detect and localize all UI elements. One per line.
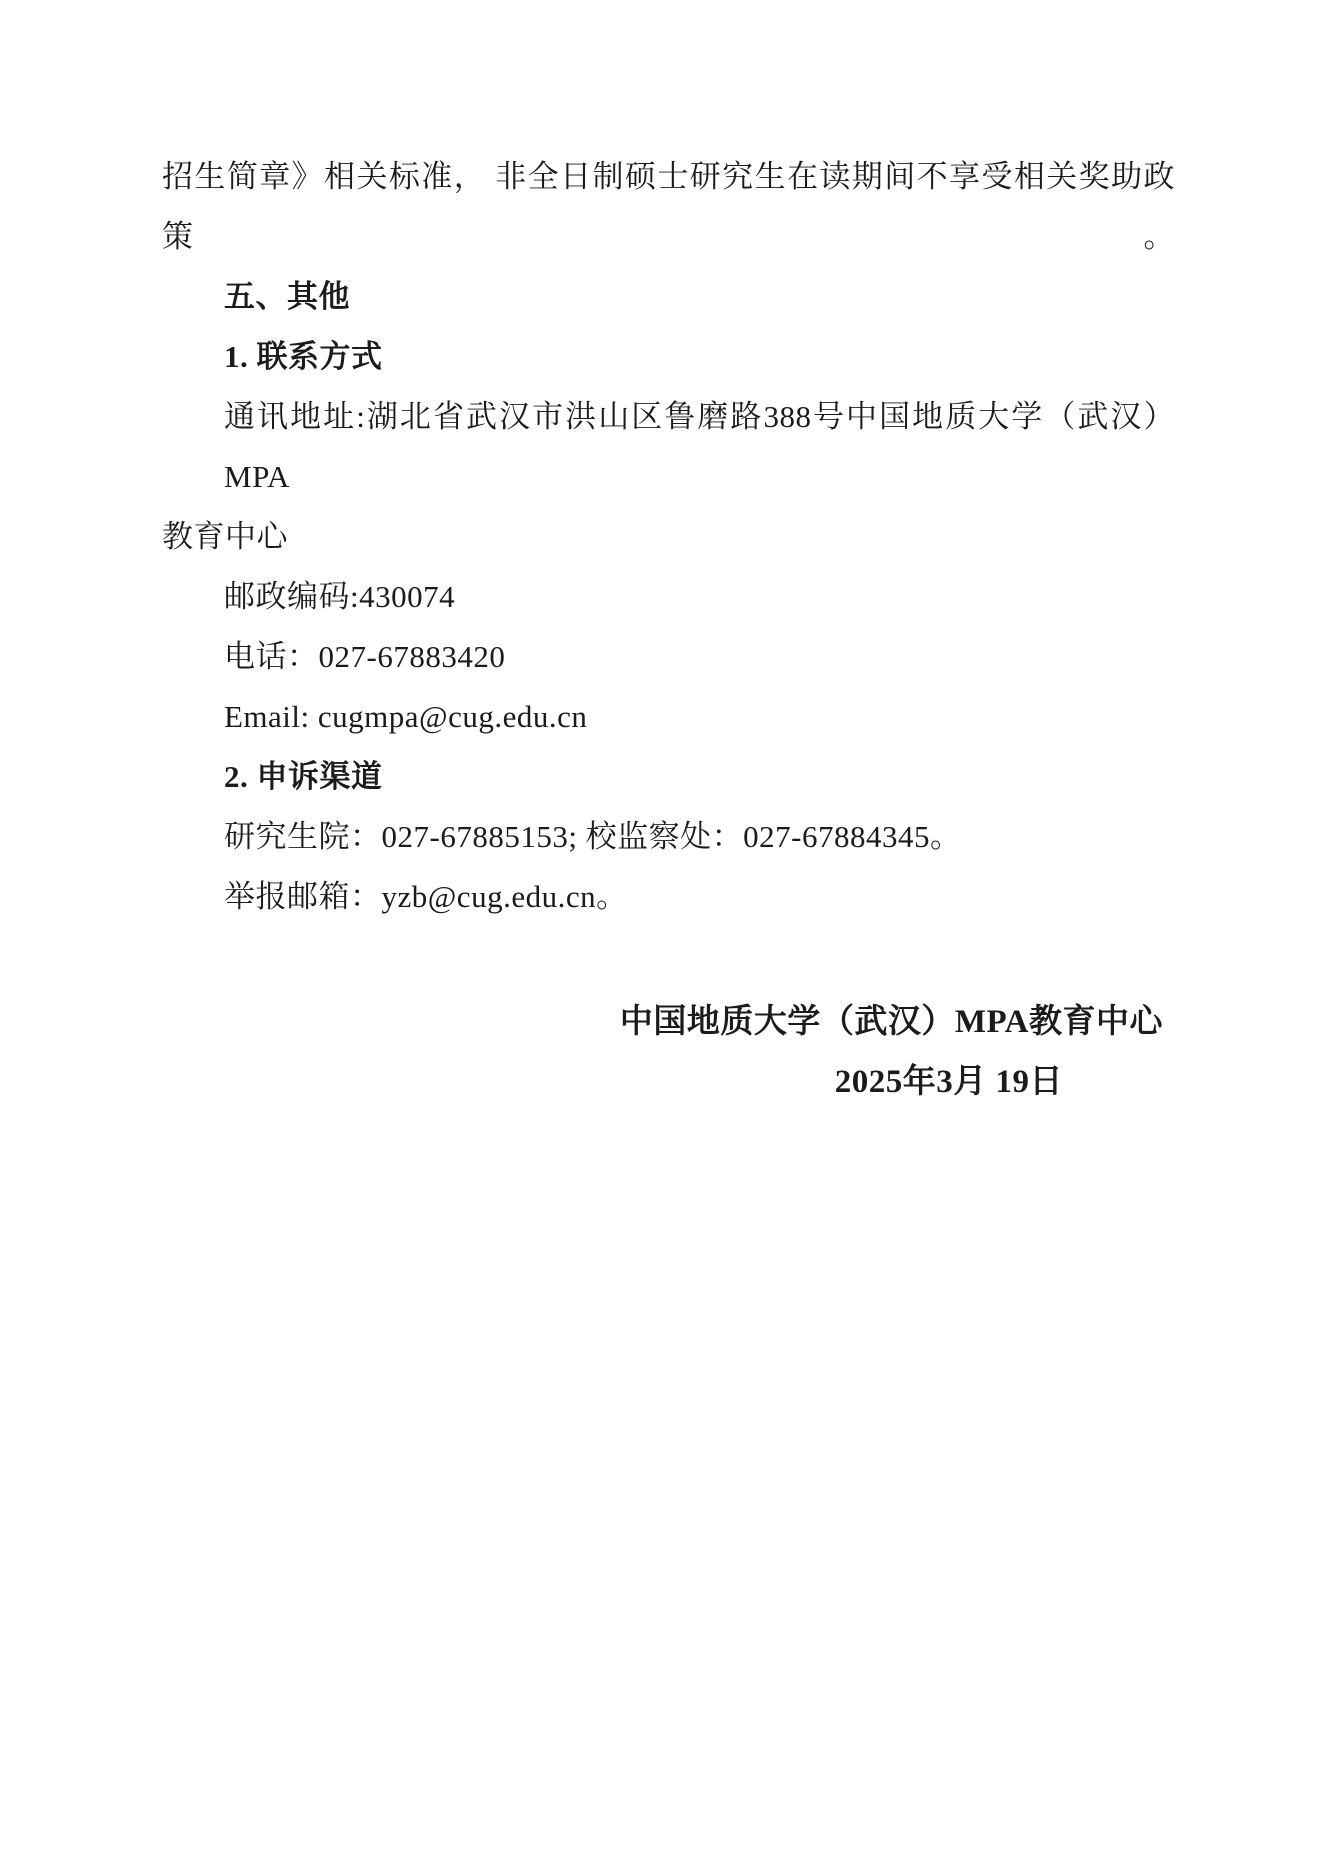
line-mailing-address-continuation: 教育中心 xyxy=(162,519,288,554)
paragraph-tail-line: 招生简章》相关标准， 非全日制硕士研究生在读期间不享受相关奖助政策。 xyxy=(162,159,1175,254)
heading-contact-info: 1. 联系方式 xyxy=(224,339,383,374)
heading-appeal-channel: 2. 申诉渠道 xyxy=(224,759,383,794)
line-postal-code: 邮政编码:430074 xyxy=(224,579,456,614)
section-heading-other: 五、其他 xyxy=(224,279,350,314)
line-appeal-phone-numbers: 研究生院：027-67885153; 校监察处：027-67884345。 xyxy=(224,819,962,854)
line-email-address: Email: cugmpa@cug.edu.cn xyxy=(224,699,588,734)
line-mailing-address: 通讯地址:湖北省武汉市洪山区鲁磨路388号中国地质大学（武汉）MPA xyxy=(224,399,1175,494)
document-content xyxy=(162,147,1175,1112)
signature-block xyxy=(162,992,1175,1112)
line-report-email: 举报邮箱：yzb@cug.edu.cn。 xyxy=(224,879,628,914)
line-phone-number: 电话：027-67883420 xyxy=(224,639,506,674)
signature-date: 2025年3月 19日 xyxy=(834,1064,1063,1100)
signature-organization: 中国地质大学（武汉）MPA教育中心 xyxy=(619,1004,1163,1040)
